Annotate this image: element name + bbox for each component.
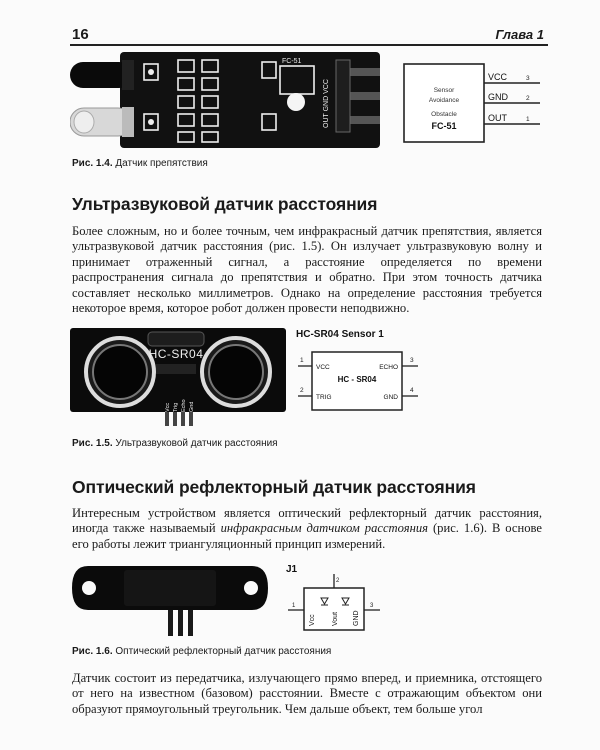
paragraph-optical-term: инфракрасным датчиком расстояния [220,521,429,536]
pin-vcc-label: VCC [488,72,508,82]
pin-gnd-label: GND [488,92,508,102]
transducer-right [202,338,270,406]
caption-text: Датчик препятствия [112,158,208,169]
schematic-title: HC-SR04 Sensor 1 [296,329,384,340]
pin-2-number: 2 [526,95,530,102]
caption-text: Оптический рефлекторный датчик расстояния [112,646,332,657]
figure-1-5-caption [72,438,278,449]
pin-1-number: 1 [292,603,296,609]
pin-vcc-label: VCC [316,364,330,371]
pin-3-number: 3 [370,603,374,609]
schematic-model: FC-51 [431,121,457,131]
ultrasonic-sensor-photo [70,324,286,426]
pin-2-number: 2 [336,578,340,584]
paragraph-optical [72,506,542,552]
pin-echo-label: ECHO [379,364,398,371]
pin-trig-label: TRIG [316,394,332,401]
board-model-label: FC-51 [282,58,302,65]
optical-sensor-schematic [282,560,382,640]
pin-label-vcc: Vcc [165,402,171,412]
paragraph-ultrasonic: Более сложным, но и более точным, чем инфракрасный датчик препятствия, является ультразвуковой датчик расстояния (рис. 1.5). Он излучает ультразвуковую волну и принимает отраженный сигнал, а расстояние определяется по времени распространения сигнала до препятствия и обратно. При этом точность датчика составляет несколько миллиметров. Однако на определение расстояния требуется некоторое время, которое робот должен провести неподвижно. [72,224,542,316]
pin-vcc-label: Vcc [309,614,316,626]
pin-3-number: 3 [526,75,530,82]
obstacle-sensor-photo [70,50,380,152]
pin-2-number: 2 [300,387,304,394]
pin-label-trig: Trig [173,402,179,412]
pin-3-number: 3 [410,357,414,364]
ultrasonic-sensor-schematic [292,326,422,424]
pin-gnd-label: GND [353,610,360,626]
schematic-line-3: Obstacle [431,111,457,118]
obstacle-sensor-schematic [400,62,550,146]
mount-hole-right [244,581,258,595]
board-model-label: HC-SR04 [148,347,204,361]
caption-label: Рис. 1.6. [72,646,113,657]
caption-text: Ультразвуковой датчик расстояния [112,438,278,449]
pin-out-label: OUT [488,113,507,123]
paragraph-closing: Датчик состоит из передатчика, излучающего прямо вперед, и приемника, отстоящего от него на известном (базовом) расстоянии. Вместе с отражающим объектом они образуют прямоугольный треугольник. Чем дальше объект, тем больше угол [72,671,542,716]
transducer-left [86,338,154,406]
section-heading-optical: Оптический рефлекторный датчик расстояния [72,477,476,497]
pin-label-echo: Echo [181,399,187,412]
pin-1-number: 1 [526,116,530,123]
optical-sensor-photo [70,558,270,640]
schematic-line-2: Avoidance [428,97,460,104]
mount-hole-left [82,581,96,595]
pin-gnd-label: GND [383,394,398,401]
pin-label-gnd: Gnd [189,401,195,412]
caption-label: Рис. 1.5. [72,438,113,449]
schematic-line-1: Sensor [433,87,455,94]
potentiometer [287,93,305,111]
pin-vout-label: Vout [332,611,339,626]
pin-4-number: 4 [410,387,414,394]
schematic-title: J1 [286,564,298,575]
caption-label: Рис. 1.4. [72,158,113,169]
section-heading-ultrasonic: Ультразвуковой датчик расстояния [72,194,378,214]
chip-name: HC - SR04 [337,375,377,384]
paragraph-optical-text-1: Интересным устройством является оптический рефлекторный датчик расстояния, иногда также называемый [72,506,542,536]
header-rule [70,44,548,46]
figure-1-6-caption [72,646,331,657]
figure-1-4-caption [72,158,208,169]
page-number: 16 [72,26,89,43]
chapter-title: Глава 1 [495,27,544,42]
board-pin-labels: OUT GND VCC [323,79,330,128]
paragraph-optical-text-2: (рис. 1.6). В основе его работы лежит триангуляционный принцип измерений. [72,521,542,551]
pin-1-number: 1 [300,357,304,364]
